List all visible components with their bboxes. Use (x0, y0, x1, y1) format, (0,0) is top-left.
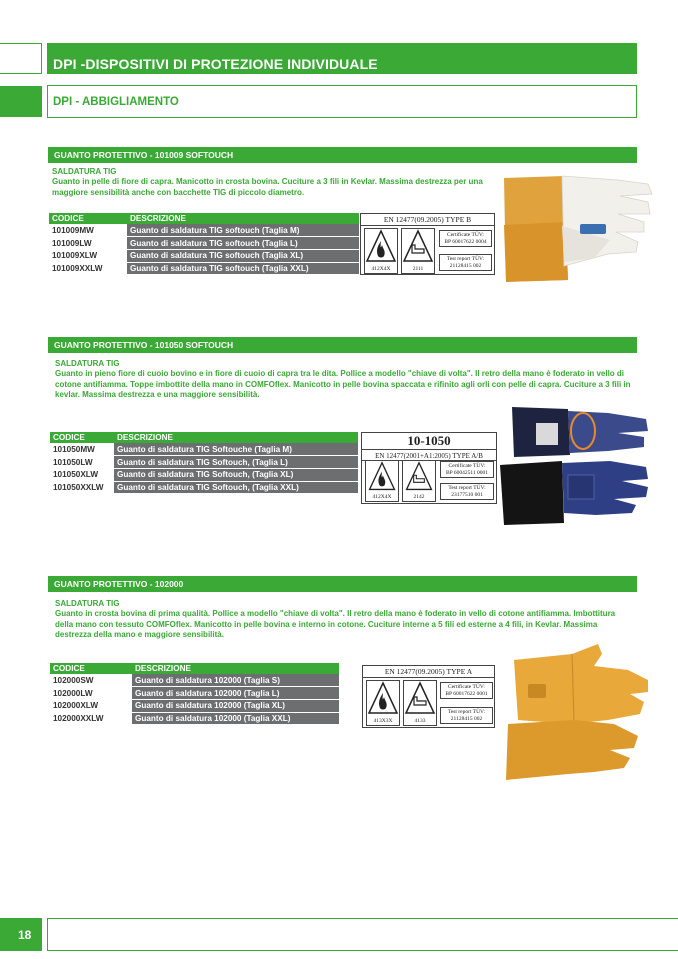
product-table (49, 213, 359, 275)
test-report-box (440, 483, 494, 500)
section-bar: GUANTO PROTETTIVO - 101009 SOFTOUCH (48, 147, 637, 163)
glove-image-101009 (498, 170, 658, 290)
product-code: 102000LW (50, 687, 132, 700)
product-description: Guanto di saldatura TIG softouch (Taglia XXL) (127, 262, 359, 275)
product-code: 102000SW (50, 674, 132, 687)
product-code: 101009XLW (49, 249, 127, 262)
product-description: Guanto di saldatura 102000 (Taglia XXL) (132, 712, 339, 725)
test-report-number: 23177510 001 (451, 492, 483, 498)
product-description: Guanto di saldatura TIG Softouch, (Taglia XL) (114, 468, 358, 481)
test-report-box (439, 254, 492, 271)
mechanical-hazard-pictogram-icon (402, 460, 436, 502)
section-bar: GUANTO PROTETTIVO - 102000 (48, 576, 637, 592)
product-code: 101009MW (49, 224, 127, 237)
table-row (50, 481, 358, 494)
mechanical-hazard-pictogram-icon (403, 680, 437, 726)
test-report-label: Test report TÜV: (446, 256, 485, 262)
footer-bar (47, 918, 678, 951)
table-row (49, 224, 359, 237)
certification-standard: EN 12477(09.2005) TYPE A (363, 666, 494, 678)
pictogram-code: 4133 (414, 718, 426, 724)
product-description: Guanto di saldatura TIG softouch (Taglia XL) (127, 249, 359, 262)
section-subtitle: SALDATURA TIG (52, 167, 117, 176)
certification-standard: EN 12477(09.2005) TYPE B (361, 214, 494, 226)
test-report-label: Test report TÜV: (448, 485, 486, 491)
product-table (50, 432, 358, 494)
certificate-label: Certificate TÜV: (448, 463, 486, 469)
header-left-box (0, 43, 42, 74)
section-description: Guanto in crosta bovina di prima qualità. Pollice a modello "chiave di volta". Il retro della mano è foderato in vello di cotone antifiamma. Imbottitura della mano con tessuto COMFOflex. Manicotto in pelle bovina e interno in cotone. Cuciture interne a 5 fili ed esterne a 4 fili, in Kevlar. Massima destrezza della mano e maggiore sensibilità. (55, 609, 616, 639)
test-report-box (440, 707, 493, 724)
column-header-description: DESCRIZIONE (114, 432, 358, 443)
section-description: Guanto in pieno fiore di cuoio bovino e in fiore di cuoio di capra tra le dita. Pollice a modello "chiave di volta". Il retro della mano è foderato in vello di cotone antifiamma. Toppe imbottite della mano in COMFOflex. Manicotto in pelle bovina spaccata e rifinito agli orli con pelle di capra. Cuciture a 3 fili in kevlar. Massima destrezza e una maggiore sensibilità. (55, 369, 631, 399)
column-header-code: CODICE (50, 663, 132, 674)
certification-label (362, 665, 495, 728)
flame-pictogram-icon (365, 460, 399, 502)
table-row (49, 249, 359, 262)
certificate-number: BP 60017622 0004 (444, 239, 487, 245)
product-code: 102000XXLW (50, 712, 132, 725)
product-code: 101050XXLW (50, 481, 114, 494)
table-row (50, 674, 339, 687)
product-code: 101009XXLW (49, 262, 127, 275)
test-report-label: Test report TÜV: (447, 709, 486, 715)
certification-label (360, 213, 495, 275)
table-row (49, 262, 359, 275)
product-description: Guanto di saldatura 102000 (Taglia XL) (132, 699, 339, 712)
test-report-number: 21128415 002 (450, 716, 483, 722)
certificate-number: BP 60017622 0001 (445, 691, 488, 697)
section-bar: GUANTO PROTETTIVO - 101050 SOFTOUCH (48, 337, 637, 353)
section-description: Guanto in pelle di fiore di capra. Manicotto in crosta bovina. Cuciture a 3 fili in Kevlar. Massima destrezza per una maggiore sensibilità anche con bacchette TIG di piccolo diametro. (52, 177, 483, 197)
pictogram-code: 2111 (412, 266, 424, 272)
product-description: Guanto di saldatura TIG softouch (Taglia L) (127, 237, 359, 250)
pictogram-code: 412X4X (371, 266, 391, 272)
certification-model: 10-1050 (407, 433, 451, 448)
certification-label (361, 432, 497, 504)
table-row (50, 456, 358, 469)
flame-pictogram-icon (366, 680, 400, 726)
section-subtitle: SALDATURA TIG (55, 359, 120, 368)
product-description: Guanto di saldatura TIG softouch (Taglia M) (127, 224, 359, 237)
test-report-number: 21128415 002 (449, 263, 482, 269)
glove-image-102000 (498, 640, 658, 785)
pictogram-code: 2142 (413, 494, 425, 500)
certificate-label: Certificate TÜV: (447, 232, 484, 238)
product-code: 102000XLW (50, 699, 132, 712)
certificate-box (440, 682, 493, 699)
product-description: Guanto di saldatura 102000 (Taglia S) (132, 674, 339, 687)
product-code: 101050MW (50, 443, 114, 456)
product-code: 101050LW (50, 456, 114, 469)
section-subtitle: SALDATURA TIG (55, 599, 120, 608)
product-description: Guanto di saldatura 102000 (Taglia L) (132, 687, 339, 700)
column-header-description: DESCRIZIONE (132, 663, 339, 674)
pictogram-code: 413X3X (373, 718, 393, 724)
table-row (50, 699, 339, 712)
certificate-number: BP 60042511 0001 (445, 470, 489, 476)
product-code: 101009LW (49, 237, 127, 250)
page-number: 18 (0, 918, 42, 951)
product-description: Guanto di saldatura TIG Softouch, (Taglia XXL) (114, 481, 358, 494)
product-description: Guanto di saldatura TIG Softouch, (Taglia L) (114, 456, 358, 469)
page-subtitle: DPI - ABBIGLIAMENTO (47, 85, 637, 118)
column-header-code: CODICE (49, 213, 127, 224)
page-title: DPI -DISPOSITIVI DI PROTEZIONE INDIVIDUALE (47, 43, 637, 74)
certification-standard: EN 12477(2001+A1:2005) TYPE A/B (362, 449, 496, 461)
table-row (50, 712, 339, 725)
column-header-code: CODICE (50, 432, 114, 443)
flame-pictogram-icon (364, 228, 398, 274)
pictogram-code: 412X4X (372, 494, 392, 500)
table-row (50, 687, 339, 700)
product-description: Guanto di saldatura TIG Softouche (Taglia M) (114, 443, 358, 456)
table-row (49, 237, 359, 250)
certificate-box (440, 461, 494, 478)
table-row (50, 443, 358, 456)
subheader-left-box (0, 86, 42, 117)
certificate-label: Certificate TÜV: (448, 684, 485, 690)
column-header-description: DESCRIZIONE (127, 213, 359, 224)
table-row (50, 468, 358, 481)
certificate-box (439, 230, 492, 247)
product-table (50, 663, 339, 725)
product-code: 101050XLW (50, 468, 114, 481)
mechanical-hazard-pictogram-icon (401, 228, 435, 274)
glove-image-101050 (498, 405, 658, 530)
